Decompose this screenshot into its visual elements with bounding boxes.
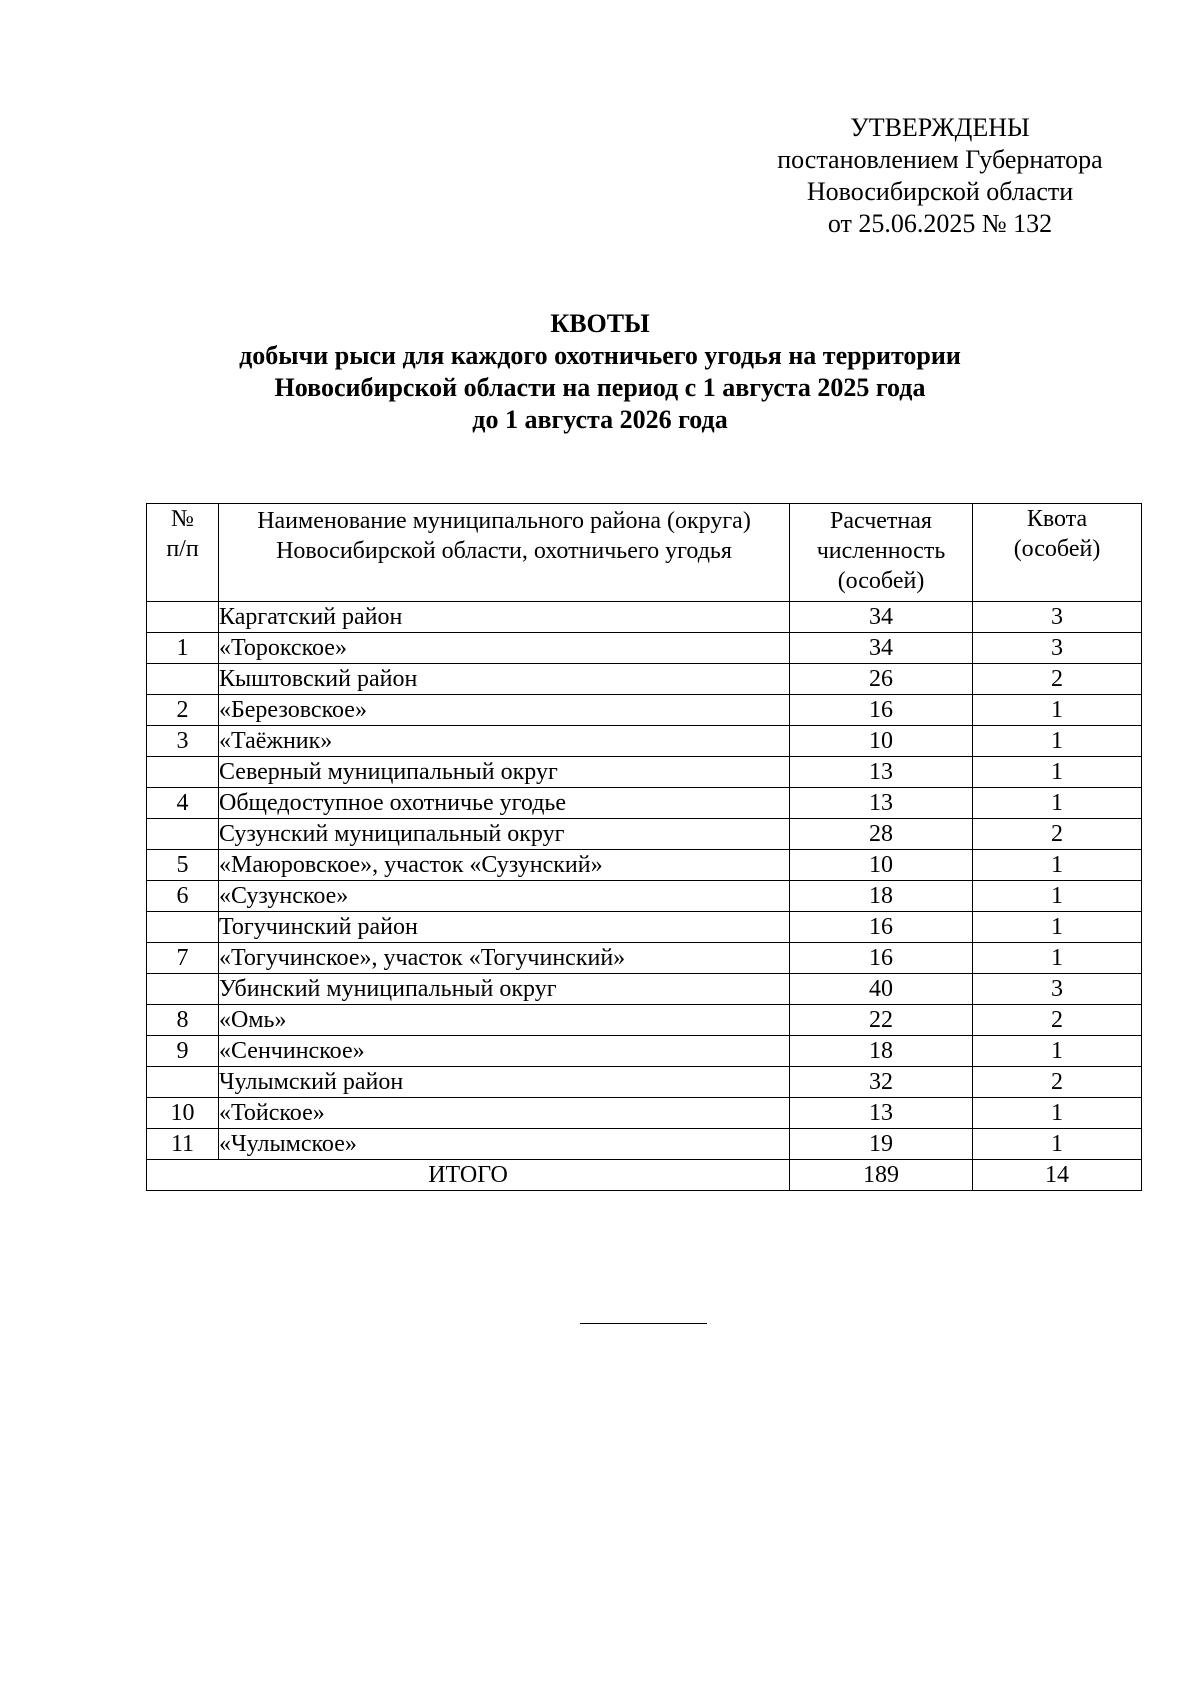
row-population: 19	[790, 1129, 973, 1160]
document-heading	[180, 308, 1020, 436]
row-quota: 2	[973, 1005, 1142, 1036]
document-subtitle-line-2: Новосибирской области на период с 1 августа 2025 года	[274, 373, 926, 402]
row-population: 10	[790, 850, 973, 881]
header-quota: Квота (особей)	[973, 504, 1142, 602]
row-number: 1	[147, 633, 219, 664]
row-number: 6	[147, 881, 219, 912]
row-quota: 1	[973, 912, 1142, 943]
row-name: Тогучинский район	[219, 912, 790, 943]
row-name: Каргатский район	[219, 602, 790, 633]
row-population: 10	[790, 726, 973, 757]
table-row	[147, 695, 1142, 726]
row-number: 7	[147, 943, 219, 974]
approval-date-number: от 25.06.2025 № 132	[827, 209, 1053, 238]
row-number	[147, 819, 219, 850]
row-quota: 2	[973, 819, 1142, 850]
row-quota: 1	[973, 850, 1142, 881]
row-name: Сузунский муниципальный округ	[219, 819, 790, 850]
table-row	[147, 788, 1142, 819]
row-population: 28	[790, 819, 973, 850]
quota-table	[146, 503, 1142, 1191]
table-row	[147, 726, 1142, 757]
approval-decree: постановлением Губернатора	[777, 145, 1103, 174]
row-population: 16	[790, 695, 973, 726]
row-name: «Сузунское»	[219, 881, 790, 912]
row-quota: 1	[973, 1036, 1142, 1067]
row-quota: 3	[973, 633, 1142, 664]
table-row	[147, 664, 1142, 695]
row-number	[147, 757, 219, 788]
row-population: 18	[790, 881, 973, 912]
approval-region: Новосибирской области	[806, 177, 1074, 206]
row-name: «Тойское»	[219, 1098, 790, 1129]
row-population: 13	[790, 788, 973, 819]
row-population: 34	[790, 602, 973, 633]
table-header-row	[147, 504, 1142, 602]
table-row	[147, 1005, 1142, 1036]
row-number: 10	[147, 1098, 219, 1129]
row-quota: 2	[973, 664, 1142, 695]
row-quota: 3	[973, 974, 1142, 1005]
row-name: «Березовское»	[219, 695, 790, 726]
row-population: 26	[790, 664, 973, 695]
table-row	[147, 1067, 1142, 1098]
header-number: № п/п	[147, 504, 219, 602]
row-quota: 2	[973, 1067, 1142, 1098]
row-quota: 1	[973, 757, 1142, 788]
row-quota: 1	[973, 788, 1142, 819]
row-quota: 1	[973, 1098, 1142, 1129]
row-number	[147, 974, 219, 1005]
row-population: 16	[790, 943, 973, 974]
document-subtitle-line-1: добычи рыси для каждого охотничьего угодья на территории	[239, 341, 961, 370]
row-population: 13	[790, 757, 973, 788]
row-name: «Омь»	[219, 1005, 790, 1036]
table-row	[147, 1036, 1142, 1067]
row-number: 2	[147, 695, 219, 726]
row-number: 5	[147, 850, 219, 881]
table-row	[147, 974, 1142, 1005]
row-number	[147, 912, 219, 943]
total-population: 189	[790, 1160, 973, 1191]
total-label: ИТОГО	[147, 1160, 790, 1191]
row-population: 16	[790, 912, 973, 943]
row-name: «Таёжник»	[219, 726, 790, 757]
table-body	[147, 602, 1142, 1191]
row-population: 40	[790, 974, 973, 1005]
row-population: 18	[790, 1036, 973, 1067]
row-name: Чулымский район	[219, 1067, 790, 1098]
row-name: «Торокское»	[219, 633, 790, 664]
document-title: КВОТЫ	[550, 309, 650, 338]
document-subtitle-line-3: до 1 августа 2026 года	[472, 405, 728, 434]
row-quota: 1	[973, 943, 1142, 974]
row-number	[147, 602, 219, 633]
header-name: Наименование муниципального района (округа) Новосибирской области, охотничьего угодья	[219, 504, 790, 602]
row-number: 8	[147, 1005, 219, 1036]
row-population: 22	[790, 1005, 973, 1036]
header-population: Расчетная численность (особей)	[790, 504, 973, 602]
row-quota: 1	[973, 881, 1142, 912]
table-row	[147, 757, 1142, 788]
row-quota: 1	[973, 726, 1142, 757]
table-row	[147, 881, 1142, 912]
row-name: «Чулымское»	[219, 1129, 790, 1160]
approval-block	[740, 112, 1140, 240]
table-row	[147, 819, 1142, 850]
total-quota: 14	[973, 1160, 1142, 1191]
table-row	[147, 602, 1142, 633]
table-row	[147, 912, 1142, 943]
row-name: Общедоступное охотничье угодье	[219, 788, 790, 819]
row-population: 13	[790, 1098, 973, 1129]
row-number: 9	[147, 1036, 219, 1067]
row-number: 4	[147, 788, 219, 819]
table-total-row	[147, 1160, 1142, 1191]
row-quota: 1	[973, 1129, 1142, 1160]
row-number: 11	[147, 1129, 219, 1160]
row-name: «Тогучинское», участок «Тогучинский»	[219, 943, 790, 974]
table-row	[147, 1129, 1142, 1160]
row-name: Северный муниципальный округ	[219, 757, 790, 788]
table-row	[147, 943, 1142, 974]
row-number	[147, 1067, 219, 1098]
row-number: 3	[147, 726, 219, 757]
row-name: Убинский муниципальный округ	[219, 974, 790, 1005]
row-name: Кыштовский район	[219, 664, 790, 695]
row-quota: 3	[973, 602, 1142, 633]
row-name: «Маюровское», участок «Сузунский»	[219, 850, 790, 881]
row-number	[147, 664, 219, 695]
row-quota: 1	[973, 695, 1142, 726]
table-row	[147, 633, 1142, 664]
row-population: 32	[790, 1067, 973, 1098]
row-population: 34	[790, 633, 973, 664]
approval-title: УТВЕРЖДЕНЫ	[850, 113, 1030, 142]
end-divider	[580, 1323, 707, 1324]
table-row	[147, 850, 1142, 881]
table-row	[147, 1098, 1142, 1129]
row-name: «Сенчинское»	[219, 1036, 790, 1067]
